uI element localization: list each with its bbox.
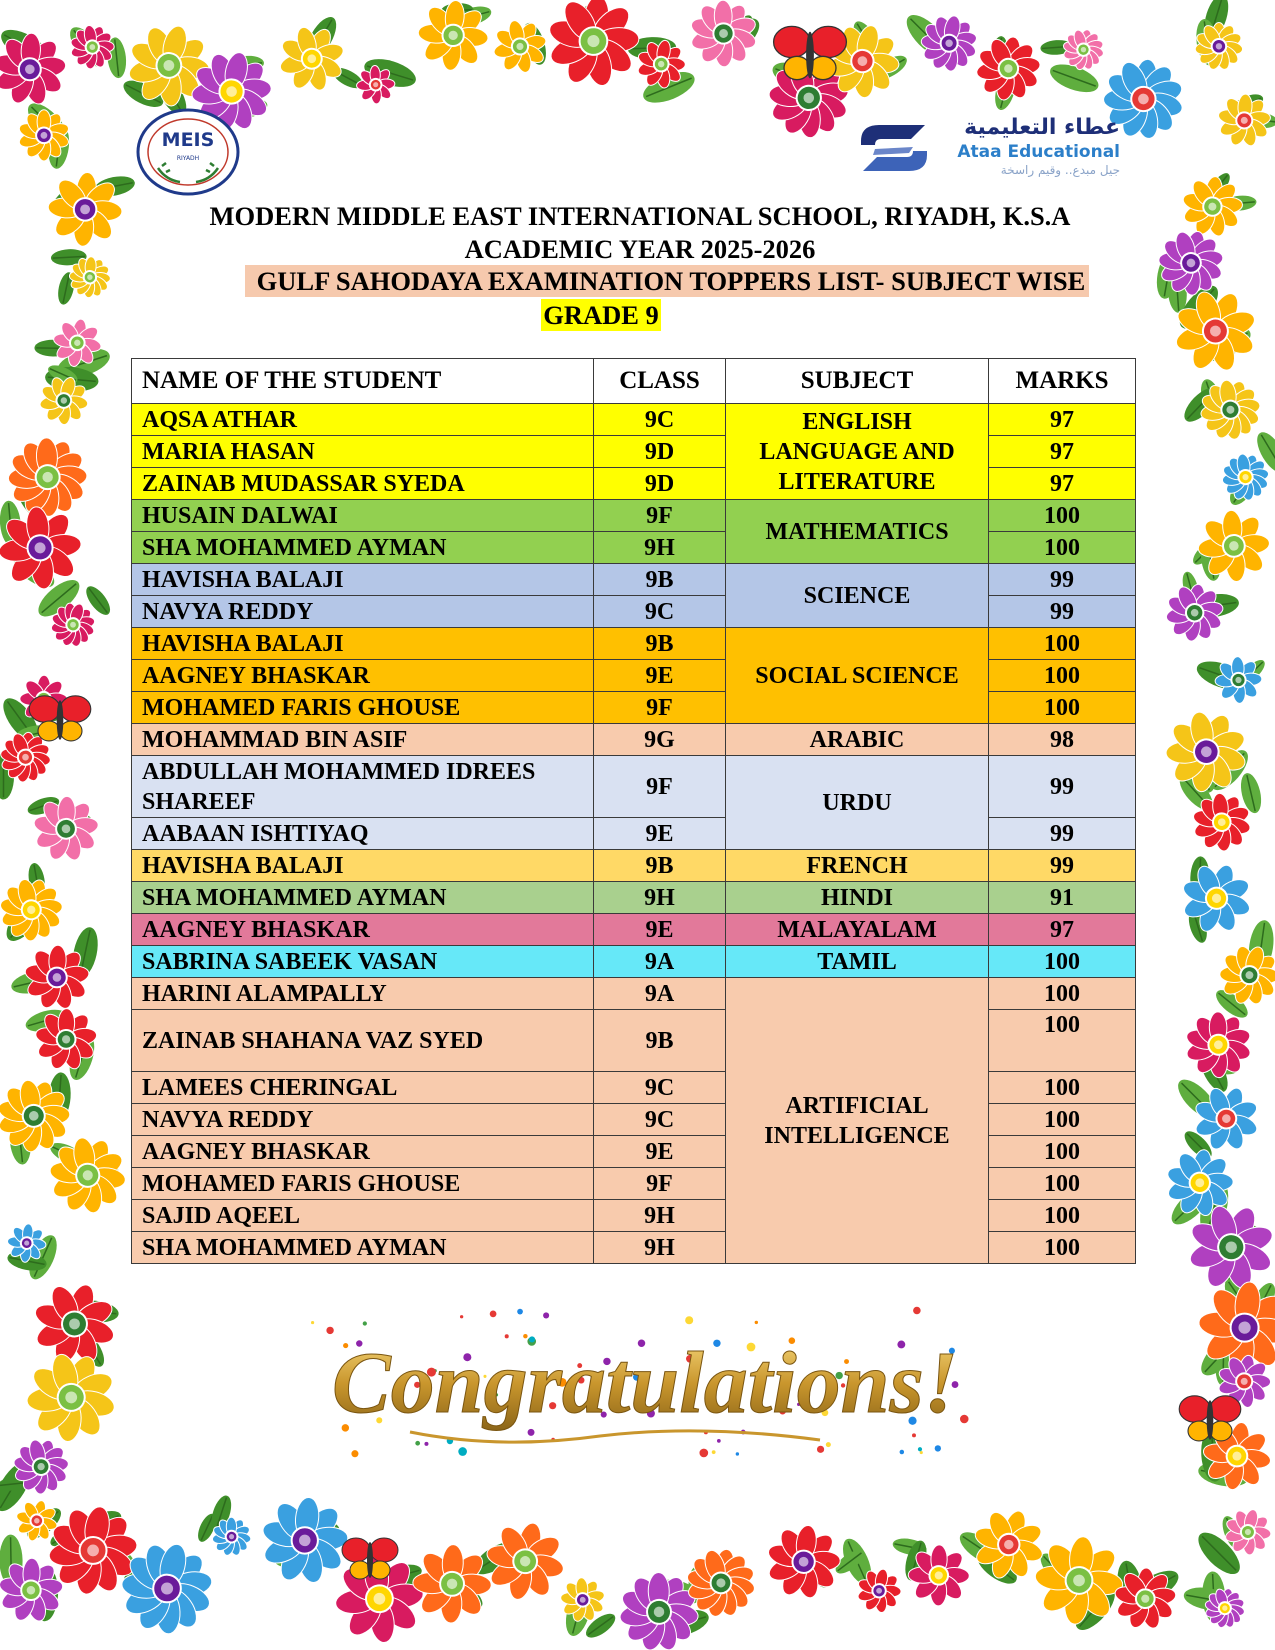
table-row xyxy=(132,946,1136,978)
meis-school-logo xyxy=(136,108,240,196)
flower-decoration xyxy=(484,10,557,83)
student-name: HARINI ALAMPALLY xyxy=(132,978,594,1010)
subject-cell: FRENCH xyxy=(726,850,989,882)
flower-decoration xyxy=(1205,647,1271,713)
student-class: 9F xyxy=(594,500,726,532)
student-name: HAVISHA BALAJI xyxy=(132,850,594,882)
student-marks: 100 xyxy=(989,500,1136,532)
student-name: ZAINAB SHAHANA VAZ SYED xyxy=(132,1010,594,1072)
student-marks: 100 xyxy=(989,1072,1136,1104)
subject-cell: ENGLISH LANGUAGE AND LITERATURE xyxy=(726,404,989,500)
student-class: 9B xyxy=(594,564,726,596)
student-name: HAVISHA BALAJI xyxy=(132,628,594,660)
student-class: 9B xyxy=(594,628,726,660)
table-row xyxy=(132,404,1136,436)
student-name: MOHAMMAD BIN ASIF xyxy=(132,724,594,756)
table-row xyxy=(132,564,1136,596)
student-name: AQSA ATHAR xyxy=(132,404,594,436)
student-class: 9H xyxy=(594,882,726,914)
student-marks: 91 xyxy=(989,882,1136,914)
flower-decoration xyxy=(970,31,1046,105)
student-class: 9C xyxy=(594,404,726,436)
flower-decoration xyxy=(268,15,356,103)
flower-decoration xyxy=(21,995,110,1084)
flower-decoration xyxy=(750,1509,856,1615)
student-marks: 100 xyxy=(989,1168,1136,1200)
flower-decoration xyxy=(1161,580,1227,645)
student-marks: 100 xyxy=(989,1200,1136,1232)
student-class: 9H xyxy=(594,1200,726,1232)
table-row xyxy=(132,882,1136,914)
student-class: 9B xyxy=(594,1010,726,1072)
student-class: 9E xyxy=(594,914,726,946)
svg-text:RIYADH: RIYADH xyxy=(176,155,200,162)
subject-cell: ARTIFICIAL INTELLIGENCE xyxy=(726,978,989,1264)
flower-decoration xyxy=(1206,83,1275,159)
student-name: SABRINA SABEEK VASAN xyxy=(132,946,594,978)
student-class: 9C xyxy=(594,1072,726,1104)
student-marks: 98 xyxy=(989,724,1136,756)
table-row xyxy=(132,850,1136,882)
confetti-dot xyxy=(490,1311,497,1318)
confetti-dot xyxy=(817,1446,824,1453)
student-marks: 100 xyxy=(989,628,1136,660)
column-header-name: NAME OF THE STUDENT xyxy=(132,359,594,404)
student-name: NAVYA REDDY xyxy=(132,1104,594,1136)
student-name: SAJID AQEEL xyxy=(132,1200,594,1232)
student-name: MARIA HASAN xyxy=(132,436,594,468)
confetti-dot xyxy=(699,1449,708,1458)
student-marks: 97 xyxy=(989,404,1136,436)
student-name: ZAINAB MUDASSAR SYEDA xyxy=(132,468,594,500)
student-marks: 100 xyxy=(989,660,1136,692)
subject-cell: MALAYALAM xyxy=(726,914,989,946)
confetti-dot xyxy=(685,1316,693,1324)
student-marks: 99 xyxy=(989,756,1136,818)
student-class: 9F xyxy=(594,1168,726,1200)
grade-label: GRADE 9 xyxy=(543,300,659,330)
student-marks: 99 xyxy=(989,818,1136,850)
confetti-dot xyxy=(460,1315,463,1318)
table-row xyxy=(132,500,1136,532)
confetti-dot xyxy=(935,1445,941,1451)
subject-cell: HINDI xyxy=(726,882,989,914)
student-name: AABAAN ISHTIYAQ xyxy=(132,818,594,850)
flower-decoration xyxy=(22,1272,126,1376)
page-heading xyxy=(140,200,1140,331)
student-class: 9E xyxy=(594,818,726,850)
student-class: 9A xyxy=(594,946,726,978)
column-header-class: CLASS xyxy=(594,359,726,404)
table-row xyxy=(132,914,1136,946)
table-header-row xyxy=(132,359,1136,404)
ataa-educational-logo xyxy=(855,115,1120,181)
student-marks: 99 xyxy=(989,564,1136,596)
flower-decoration xyxy=(1172,998,1265,1091)
confetti-dot xyxy=(918,1447,922,1451)
ataa-logo-mark-icon xyxy=(855,119,933,177)
student-name: HUSAIN DALWAI xyxy=(132,500,594,532)
confetti-dot xyxy=(363,1321,367,1325)
student-marks: 100 xyxy=(989,978,1136,1010)
student-name: SHA MOHAMMED AYMAN xyxy=(132,882,594,914)
student-marks: 100 xyxy=(989,1010,1136,1072)
confetti-dot xyxy=(458,1447,467,1456)
confetti-dot xyxy=(912,1433,916,1437)
student-name: NAVYA REDDY xyxy=(132,596,594,628)
student-marks: 100 xyxy=(989,946,1136,978)
confetti-dot xyxy=(900,1450,904,1454)
confetti-dot xyxy=(517,1309,523,1315)
congratulations-text: Congratulations! xyxy=(331,1335,959,1432)
student-marks: 99 xyxy=(989,596,1136,628)
column-header-marks: MARKS xyxy=(989,359,1136,404)
student-marks: 97 xyxy=(989,468,1136,500)
subject-cell: MATHEMATICS xyxy=(726,500,989,564)
student-class: 9H xyxy=(594,532,726,564)
confetti-dot xyxy=(920,1451,923,1454)
confetti-dot xyxy=(960,1415,969,1424)
confetti-dot xyxy=(543,1312,549,1318)
student-name: LAMEES CHERINGAL xyxy=(132,1072,594,1104)
student-name: AAGNEY BHASKAR xyxy=(132,1136,594,1168)
toppers-table xyxy=(131,358,1136,1264)
academic-year: ACADEMIC YEAR 2025-2026 xyxy=(464,234,816,264)
subject-cell: SCIENCE xyxy=(726,564,989,628)
column-header-subject: SUBJECT xyxy=(726,359,989,404)
table-row xyxy=(132,978,1136,1010)
flower-decoration xyxy=(676,0,771,81)
student-class: 9B xyxy=(594,850,726,882)
confetti-dot xyxy=(736,1452,739,1455)
student-class: 9D xyxy=(594,436,726,468)
student-class: 9F xyxy=(594,692,726,724)
confetti-dot xyxy=(326,1327,333,1334)
ataa-arabic-name: عطاء التعليمية xyxy=(964,115,1120,140)
student-class: 9E xyxy=(594,660,726,692)
student-class: 9E xyxy=(594,1136,726,1168)
student-marks: 100 xyxy=(989,532,1136,564)
student-marks: 97 xyxy=(989,436,1136,468)
student-class: 9C xyxy=(594,1104,726,1136)
confetti-dot xyxy=(424,1442,428,1446)
student-marks: 100 xyxy=(989,692,1136,724)
student-name: ABDULLAH MOHAMMED IDREES SHAREEF xyxy=(132,756,594,818)
confetti-dot xyxy=(717,1439,721,1443)
flower-decoration xyxy=(541,0,645,93)
student-class: 9C xyxy=(594,596,726,628)
table-row xyxy=(132,628,1136,660)
confetti-dot xyxy=(351,1450,358,1457)
student-class: 9A xyxy=(594,978,726,1010)
student-class: 9F xyxy=(594,756,726,818)
flower-decoration xyxy=(1172,854,1261,943)
student-class: 9H xyxy=(594,1232,726,1264)
school-name: MODERN MIDDLE EAST INTERNATIONAL SCHOOL, RIYADH, K.S.A xyxy=(209,201,1071,231)
ataa-tagline: جيل مبدع.. وقيم راسخة xyxy=(1000,163,1120,177)
confetti-dot xyxy=(415,1441,420,1446)
butterfly-decoration xyxy=(342,1538,398,1579)
flower-decoration xyxy=(19,782,113,876)
student-name: SHA MOHAMMED AYMAN xyxy=(132,532,594,564)
subject-cell: ARABIC xyxy=(726,724,989,756)
flower-decoration xyxy=(478,1514,572,1608)
butterfly-decoration xyxy=(1179,1396,1241,1441)
confetti-dot xyxy=(913,1307,921,1315)
congratulations-banner xyxy=(300,1300,990,1470)
confetti-dot xyxy=(712,1450,716,1454)
subject-cell: TAMIL xyxy=(726,946,989,978)
student-marks: 97 xyxy=(989,914,1136,946)
butterfly-decoration xyxy=(29,696,91,741)
student-name: MOHAMED FARIS GHOUSE xyxy=(132,692,594,724)
student-marks: 100 xyxy=(989,1136,1136,1168)
ataa-english-name: Ataa Educational xyxy=(957,142,1120,162)
butterfly-decoration xyxy=(774,26,847,79)
student-marks: 99 xyxy=(989,850,1136,882)
subject-cell: SOCIAL SCIENCE xyxy=(726,628,989,724)
student-class: 9G xyxy=(594,724,726,756)
student-name: SHA MOHAMMED AYMAN xyxy=(132,1232,594,1264)
table-row xyxy=(132,724,1136,756)
confetti-dot xyxy=(755,1321,758,1324)
confetti-dot xyxy=(311,1321,314,1324)
student-name: HAVISHA BALAJI xyxy=(132,564,594,596)
confetti-dot xyxy=(826,1442,831,1447)
student-class: 9D xyxy=(594,468,726,500)
flower-decoration xyxy=(1184,496,1275,597)
student-name: AAGNEY BHASKAR xyxy=(132,660,594,692)
svg-text:MEIS: MEIS xyxy=(161,129,215,151)
student-marks: 100 xyxy=(989,1232,1136,1264)
flower-decoration xyxy=(7,99,80,172)
student-name: MOHAMED FARIS GHOUSE xyxy=(132,1168,594,1200)
toppers-list-title: GULF SAHODAYA EXAMINATION TOPPERS LIST- SUBJECT WISE xyxy=(245,265,1090,297)
student-name: AAGNEY BHASKAR xyxy=(132,914,594,946)
table-row xyxy=(132,756,1136,818)
student-marks: 100 xyxy=(989,1104,1136,1136)
subject-cell: URDU xyxy=(726,756,989,850)
flower-decoration xyxy=(1178,173,1246,240)
